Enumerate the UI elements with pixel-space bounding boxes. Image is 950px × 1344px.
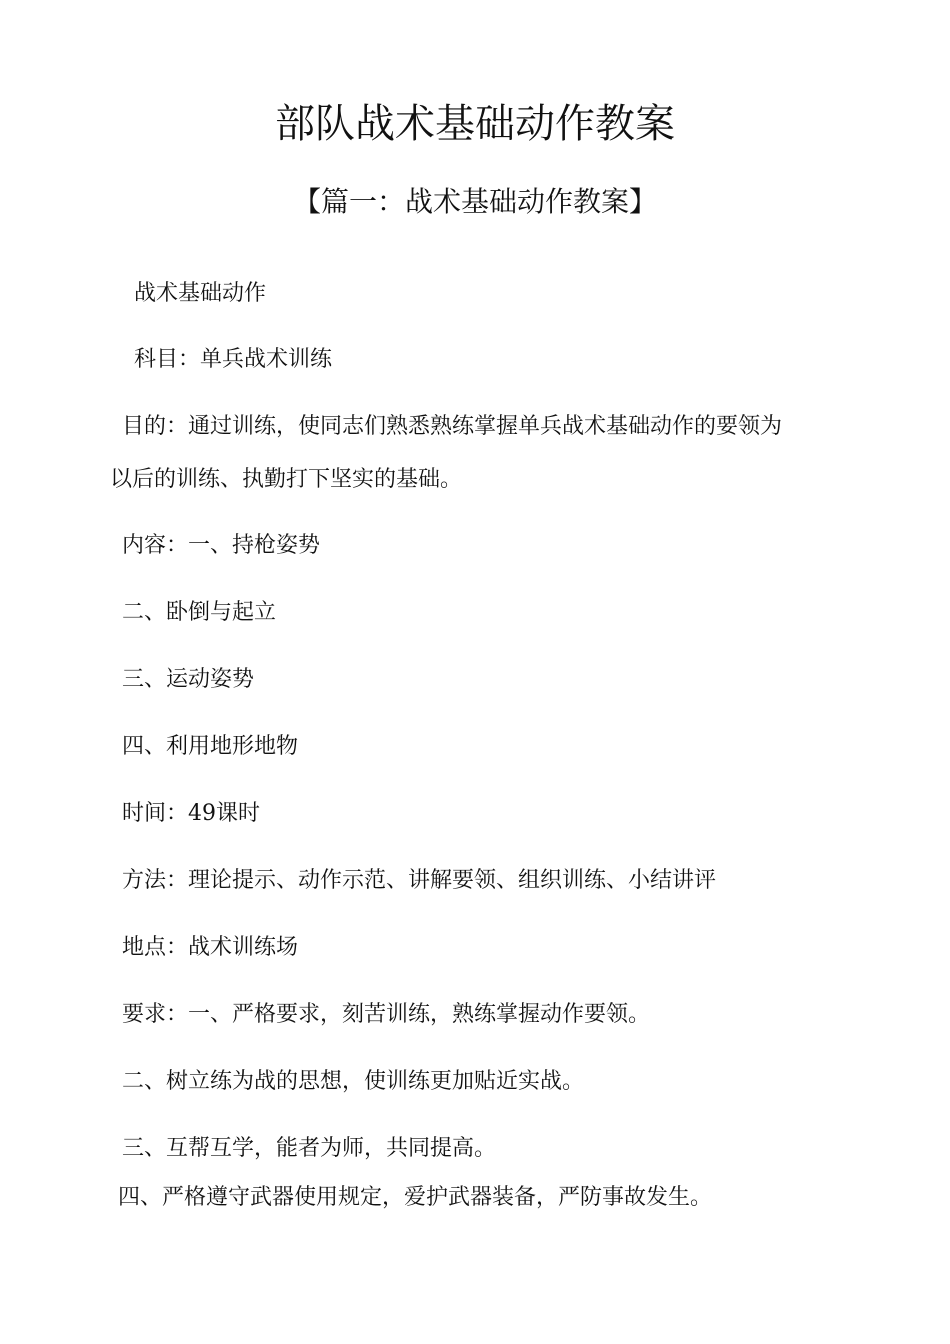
lesson-content-item-3: 三、运动姿势 (122, 667, 255, 692)
lesson-content-item-1: 内容：一、持枪姿势 (122, 533, 321, 558)
section-heading: 【篇一：战术基础动作教案】 (292, 185, 657, 218)
lesson-location: 地点：战术训练场 (122, 935, 299, 960)
lesson-content-item-4: 四、利用地形地物 (122, 734, 299, 759)
lesson-time: 时间：49课时 (122, 801, 260, 826)
lesson-requirement-1: 要求：一、严格要求，刻苦训练，熟练掌握动作要领。 (122, 1002, 651, 1027)
lesson-requirement-4: 四、严格遵守武器使用规定，爱护武器装备，严防事故发生。 (118, 1185, 713, 1210)
document-title: 部队战术基础动作教案 (275, 101, 675, 147)
lesson-content-item-2: 二、卧倒与起立 (122, 600, 277, 625)
lesson-purpose-continued: 以后的训练、执勤打下坚实的基础。 (110, 467, 463, 492)
lesson-requirement-2: 二、树立练为战的思想，使训练更加贴近实战。 (122, 1069, 585, 1094)
lesson-method: 方法：理论提示、动作示范、讲解要领、组织训练、小结讲评 (122, 868, 717, 893)
lesson-purpose: 目的：通过训练，使同志们熟悉熟练掌握单兵战术基础动作的要领为 (122, 414, 783, 439)
lesson-requirement-3: 三、互帮互学，能者为师，共同提高。 (122, 1136, 497, 1161)
lesson-topic: 战术基础动作 (134, 281, 267, 306)
lesson-subject: 科目：单兵战术训练 (134, 347, 333, 372)
